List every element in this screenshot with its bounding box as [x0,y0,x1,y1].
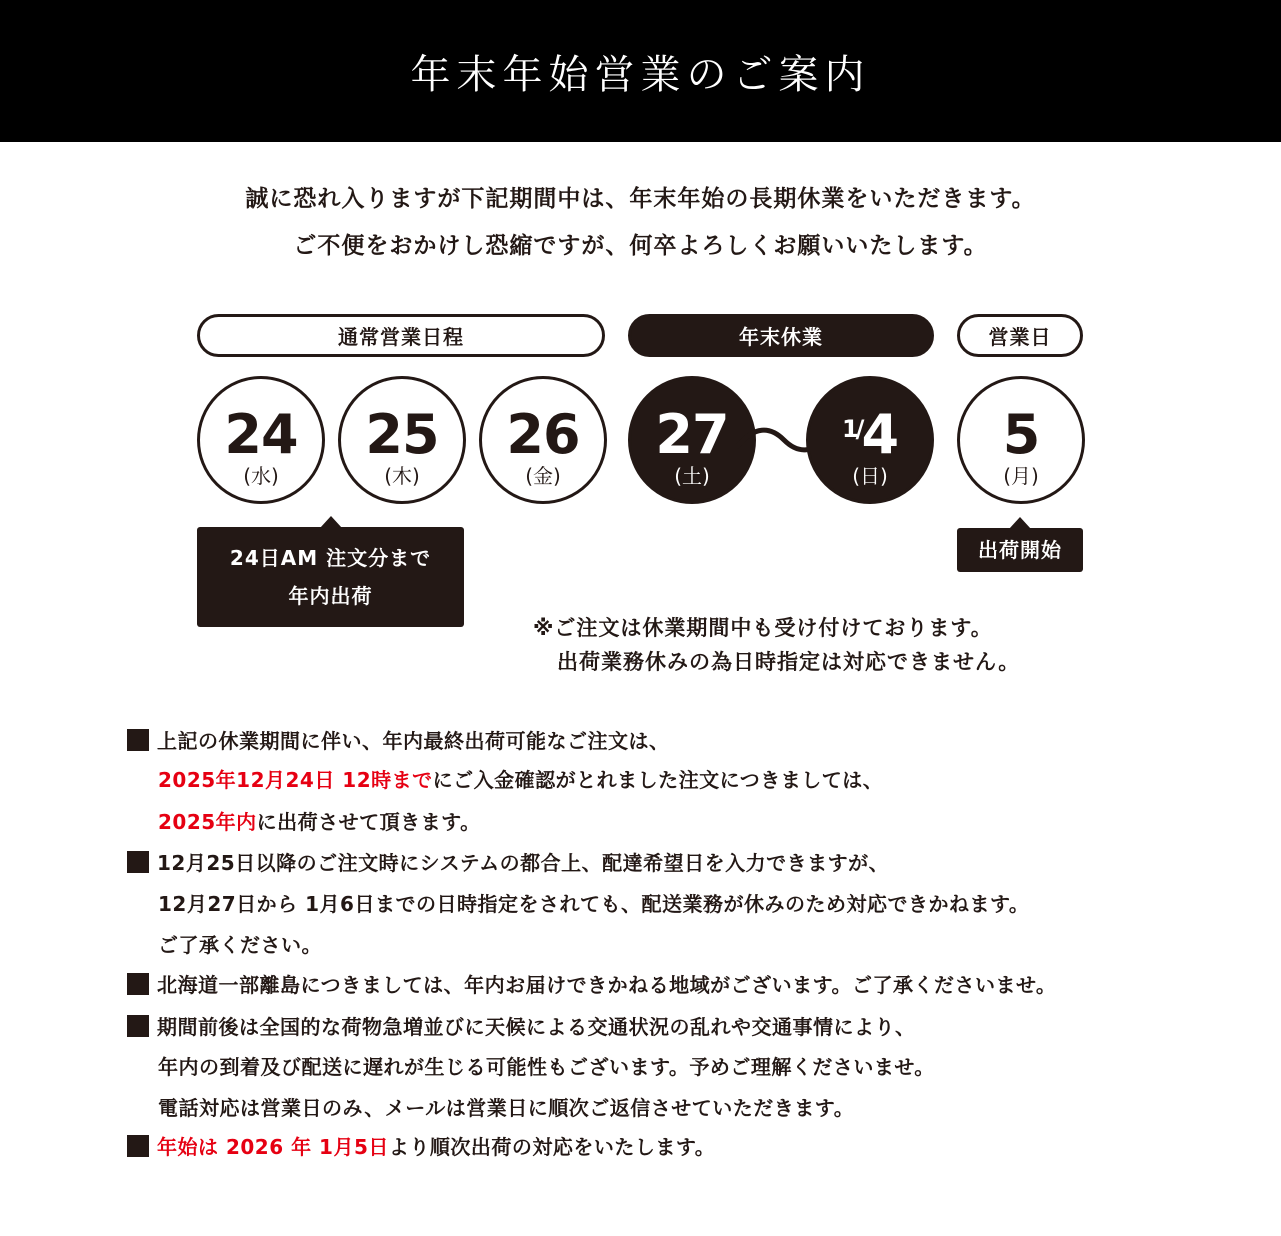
month-number: 1 [841,415,858,443]
notice-item-1-line-2: 2025年12月24日 12時までにご入金確認がとれました注文につきましては、 [158,768,884,792]
day-circle-25 [338,376,466,504]
new-year-highlight: 年始は 2026 年 1月5日 [157,1135,389,1159]
day-of-week: (金) [525,464,561,488]
label-business-day: 営業日 [957,314,1083,357]
day-of-week: (木) [384,464,420,488]
shipping-start-callout [957,528,1083,572]
notice-item-1-line-3: 2025年内に出荷させて頂きます。 [158,810,481,834]
square-bullet-icon [127,1135,149,1157]
callout-text: 出荷開始 [978,538,1062,562]
notice-item-4: 期間前後は全国的な荷物急増並びに天候による交通状況の乱れや交通事情により、 [127,1011,916,1040]
day-of-week: (日) [852,464,888,488]
day-number: 27 [655,403,729,466]
day-number: 4 [861,403,899,466]
day-number: 25 [365,403,439,466]
deadline-highlight: 2025年12月24日 12時まで [158,768,433,792]
square-bullet-icon [127,729,149,751]
year-highlight: 2025年内 [158,810,257,834]
day-circle-5 [957,376,1085,504]
day-of-week: (土) [674,464,710,488]
holiday-note-line-1: ※ご注文は休業期間中も受け付けております。 [533,616,993,640]
day-number: 24 [224,403,298,466]
month-slash: / [855,415,864,443]
day-of-week: (月) [1003,464,1039,488]
callout-line-2: 年内出荷 [288,584,373,608]
square-bullet-icon [127,973,149,995]
day-circle-26 [479,376,607,504]
day-number: 26 [506,403,580,466]
day-number: 5 [1002,403,1040,466]
square-bullet-icon [127,851,149,873]
notice-item-2-line-2: 12月27日から 1月6日までの日時指定をされても、配送業務が休みのため対応できかねます。 [158,892,1030,916]
header-bar [0,0,1281,142]
notice-item-2: 12月25日以降のご注文時にシステムの都合上、配達希望日を入力できますが、 [127,847,889,876]
day-circle-jan-4 [806,376,934,504]
label-normal-business: 通常営業日程 [197,314,605,357]
notice-item-1: 上記の休業期間に伴い、年内最終出荷可能なご注文は、 [127,725,670,754]
notice-item-4-line-3: 電話対応は営業日のみ、メールは営業日に順次ご返信させていただきます。 [158,1096,855,1120]
square-bullet-icon [127,1015,149,1037]
intro-line-2: ご不便をおかけし恐縮ですが、何卒よろしくお願いいたします。 [293,233,988,259]
label-year-end-holiday: 年末休業 [628,314,934,357]
order-deadline-callout [197,527,464,627]
notice-item-4-line-2: 年内の到着及び配送に遅れが生じる可能性もございます。予めご理解くださいませ。 [158,1055,935,1079]
callout-line-1: 24日AM 注文分まで [229,546,432,570]
holiday-note-line-2: 出荷業務休みの為日時指定は対応できません。 [557,650,1021,674]
day-number-with-month [809,403,931,466]
day-of-week: (水) [243,464,279,488]
notice-item-5: 年始は 2026 年 1月5日より順次出荷の対応をいたします。 [127,1131,715,1160]
notice-item-3: 北海道一部離島につきましては、年内お届けできかねる地域がございます。ご了承くださいませ。 [127,969,1056,998]
intro-line-1: 誠に恐れ入りますが下記期間中は、年末年始の長期休業をいただきます。 [245,186,1036,212]
day-circle-24 [197,376,325,504]
page-title: 年末年始営業のご案内 [410,51,871,98]
notice-item-2-line-3: ご了承ください。 [158,933,322,957]
